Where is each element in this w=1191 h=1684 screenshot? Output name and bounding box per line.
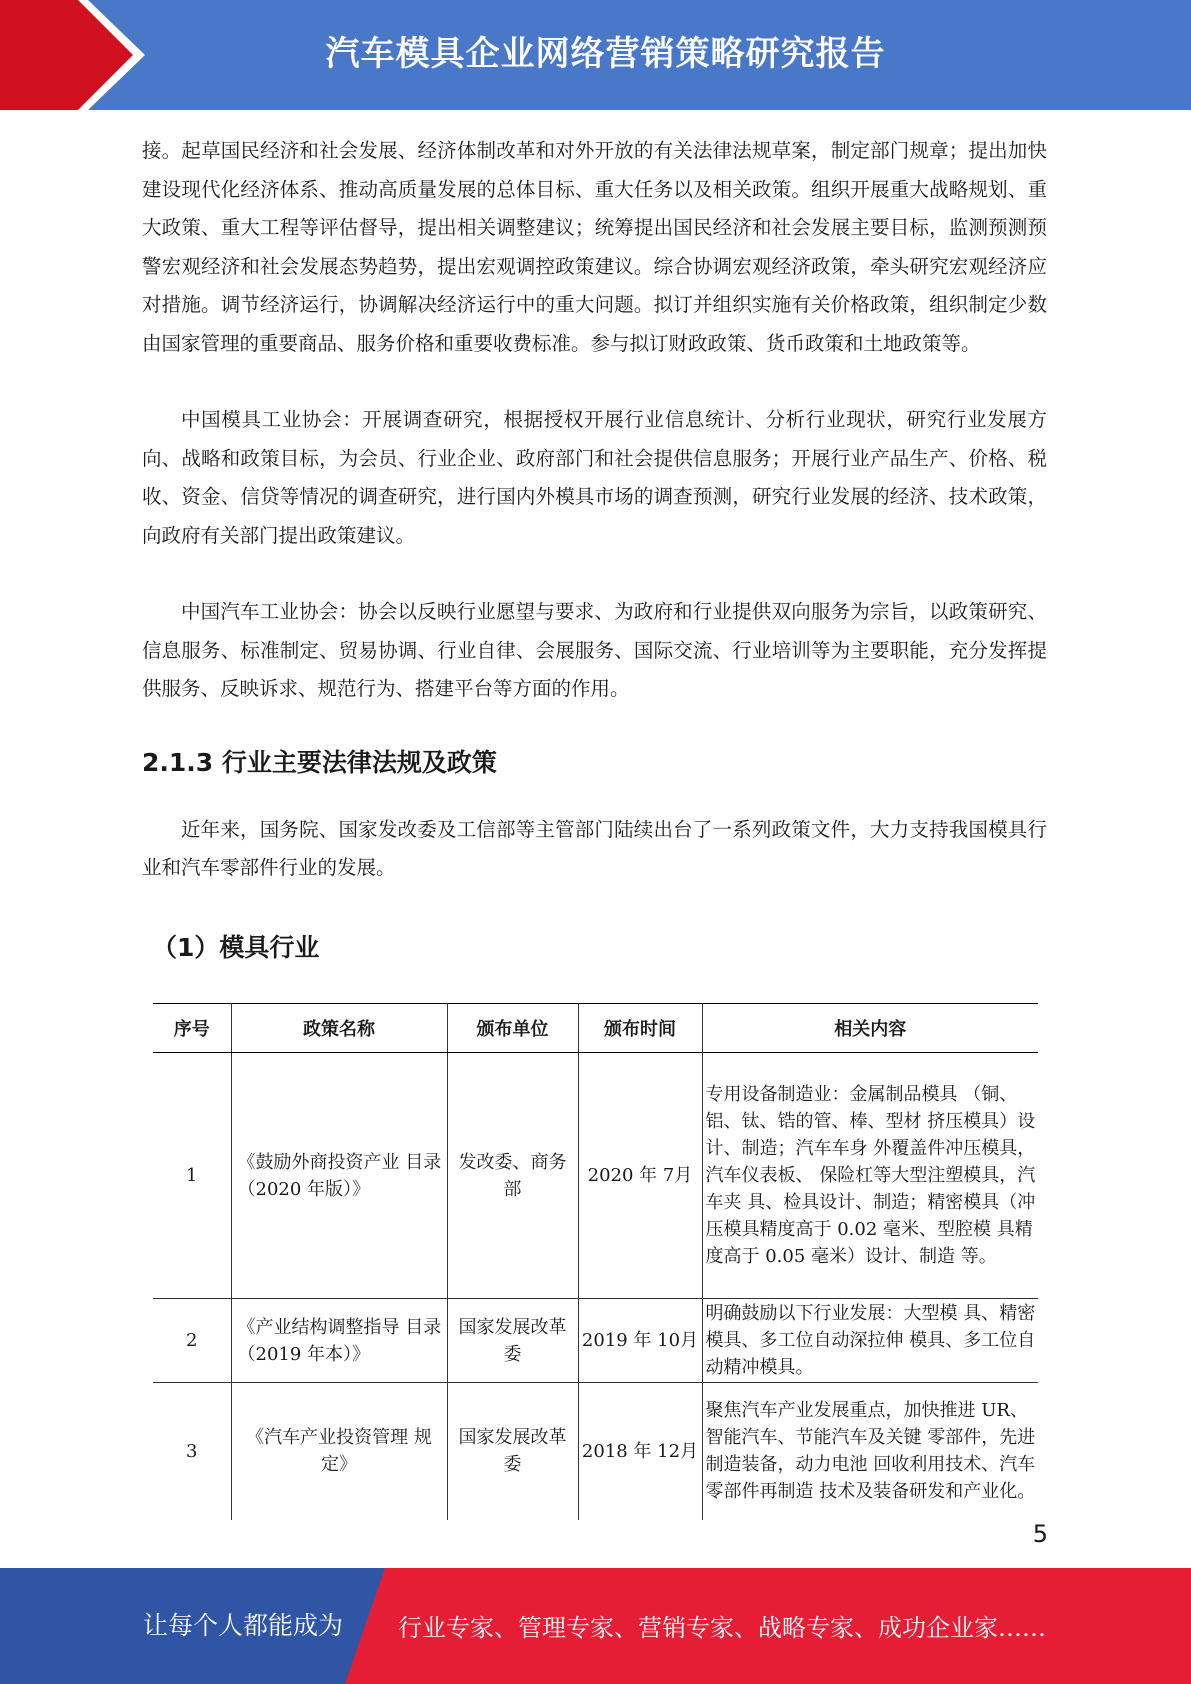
footer-slogan-right: 行业专家、管理专家、营销专家、战略专家、成功企业家…… (398, 1614, 1046, 1642)
header-cell-issuer: 颁布单位 (447, 1004, 578, 1053)
cell-no: 3 (153, 1383, 231, 1520)
table-row (153, 1299, 1038, 1383)
paragraph-policy-intro: 近年来，国务院、国家发改委及工信部等主管部门陆续出台了一系列政策文件，大力支持我国模具行业和汽车零部件行业的发展。 (142, 817, 1047, 879)
cell-content: 聚焦汽车产业发展重点，加快推进 UR、智能汽车、节能汽车及关键 零部件，先进制造装备，动力电池 回收利用技术、汽车零部件再制造 技术及装备研发和产业化。 (702, 1383, 1038, 1520)
header-cell-no: 序号 (153, 1004, 231, 1053)
paragraph-mould-association: 中国模具工业协会：开展调查研究，根据授权开展行业信息统计、分析行业现状，研究行业发展方向、战略和政策目标，为会员、行业企业、政府部门和社会提供信息服务；开展行业产品生产、价格、税收、资金、信贷等情况的调查研究，进行国内外模具市场的调查预测，研究行业发展的经济、技术政策，向政府有关部门提出政策建议。 (142, 408, 1047, 547)
cell-no: 1 (153, 1053, 231, 1299)
table-header-row (153, 1004, 1038, 1053)
cell-date: 2019 年 10月 (578, 1299, 702, 1383)
cell-content: 明确鼓励以下行业发展：大型模 具、精密模具、多工位自动深拉伸 模具、多工位自动精冲模具。 (702, 1299, 1038, 1383)
cell-issuer: 国家发展改革委 (447, 1299, 578, 1383)
header-cell-name: 政策名称 (231, 1004, 447, 1053)
table-row (153, 1053, 1038, 1299)
header-cell-date: 颁布时间 (578, 1004, 702, 1053)
page-number: 5 (1032, 1520, 1048, 1548)
report-title: 汽车模具企业网络营销策略研究报告 (325, 34, 886, 74)
cell-issuer: 发改委、商务部 (447, 1053, 578, 1299)
paragraph-ndrc-duties: 接。起草国民经济和社会发展、经济体制改革和对外开放的有关法律法规草案，制定部门规章；提出加快建设现代化经济体系、推动高质量发展的总体目标、重大任务以及相关政策。组织开展重大战略规划、重大政策、重大工程等评估督导，提出相关调整建议；统筹提出国民经济和社会发展主要目标，监测预测预警宏观经济和社会发展态势趋势，提出宏观调控政策建议。综合协调宏观经济政策，牵头研究宏观经济应对措施。调节经济运行，协调解决经济运行中的重大问题。拟订并组织实施有关价格政策，组织制定少数由国家管理的重要商品、服务价格和重要收费标准。参与拟订财政政策、货币政策和土地政策等。 (142, 139, 1047, 355)
section-heading: 2.1.3 行业主要法律法规及政策 (142, 747, 497, 777)
footer-slogan-left: 让每个人都能成为 (143, 1611, 344, 1640)
cell-policy-name: 《鼓励外商投资产业 目录（2020 年版）》 (231, 1053, 447, 1299)
subsection-heading: （1）模具行业 (152, 932, 320, 962)
cell-content: 专用设备制造业：金属制品模具 （铜、铝、钛、锆的管、棒、型材 挤压模具）设计、制造；汽车车身 外覆盖件冲压模具，汽车仪表板、 保险杠等大型注塑模具，汽车夹 具、检具设计、制造；精密模具（冲 压模具精度高于 0.02 毫米、型腔模 具精度高于 0.05 毫米）设计、制造 等。 (702, 1053, 1038, 1299)
cell-date: 2020 年 7月 (578, 1053, 702, 1299)
cell-issuer: 国家发展改革委 (447, 1383, 578, 1520)
header-cell-content: 相关内容 (702, 1004, 1038, 1053)
page-footer (0, 1568, 1191, 1684)
policy-table-container (153, 1003, 1038, 1520)
main-content (142, 132, 1047, 964)
page-header (0, 0, 1191, 110)
cell-policy-name: 《汽车产业投资管理 规定》 (231, 1383, 447, 1520)
cell-date: 2018 年 12月 (578, 1383, 702, 1520)
table-row (153, 1383, 1038, 1520)
paragraph-auto-association: 中国汽车工业协会：协会以反映行业愿望与要求、为政府和行业提供双向服务为宗旨，以政策研究、信息服务、标准制定、贸易协调、行业自律、会展服务、国际交流、行业培训等为主要职能，充分发挥提供服务、反映诉求、规范行为、搭建平台等方面的作用。 (142, 600, 1047, 700)
policy-table (153, 1003, 1038, 1520)
cell-policy-name: 《产业结构调整指导 目录（2019 年本）》 (231, 1299, 447, 1383)
cell-no: 2 (153, 1299, 231, 1383)
